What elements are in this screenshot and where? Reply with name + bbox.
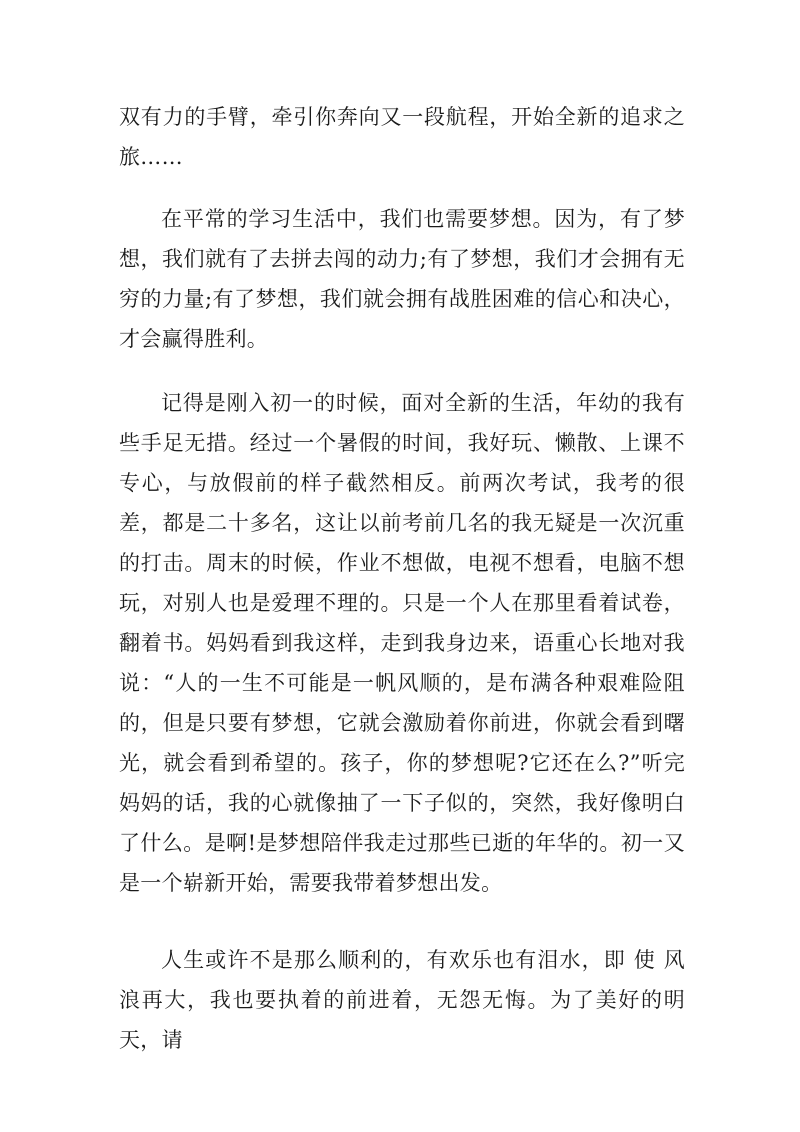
paragraph-dream-importance: 在平常的学习生活中，我们也需要梦想。因为，有了梦想，我们就有了去拼去闯的动力;有了梦想，我们才会拥有无穷的力量;有了梦想，我们就会拥有战胜困难的信心和决心，才会赢得胜利。 [119, 207, 685, 351]
paragraph-continuation: 双有力的手臂，牵引你奔向又一段航程，开始全新的追求之旅…… [119, 105, 685, 169]
paragraph-grade-one-memory: 记得是刚入初一的时候，面对全新的生活，年幼的我有些手足无措。经过一个暑假的时间，我好玩、懒散、上课不专心，与放假前的样子截然相反。前两次考试，我考的很差，都是二十多名，这让以前考前几名的我无疑是一次沉重的打击。周末的时候，作业不想做，电视不想看，电脑不想玩，对别人也是爱理不理的。只是一个人在那里看着试卷，翻着书。妈妈看到我这样，走到我身边来，语重心长地对我说：“人的一生不可能是一帆风顺的，是布满各种艰难险阻的，但是只要有梦想，它就会激励着你前进，你就会看到曙光，就会看到希望的。孩子，你的梦想呢?它还在么?”听完妈妈的话，我的心就像抽了一下子似的，突然，我好像明白了什么。是啊!是梦想陪伴我走过那些已逝的年华的。初一又是一个崭新开始，需要我带着梦想出发。 [119, 391, 685, 895]
paragraph-life-journey: 人生或许不是那么顺利的，有欢乐也有泪水，即 使 风浪再大，我也要执着的前进着，无怨无悔。为了美好的明天，请 [119, 948, 685, 1052]
